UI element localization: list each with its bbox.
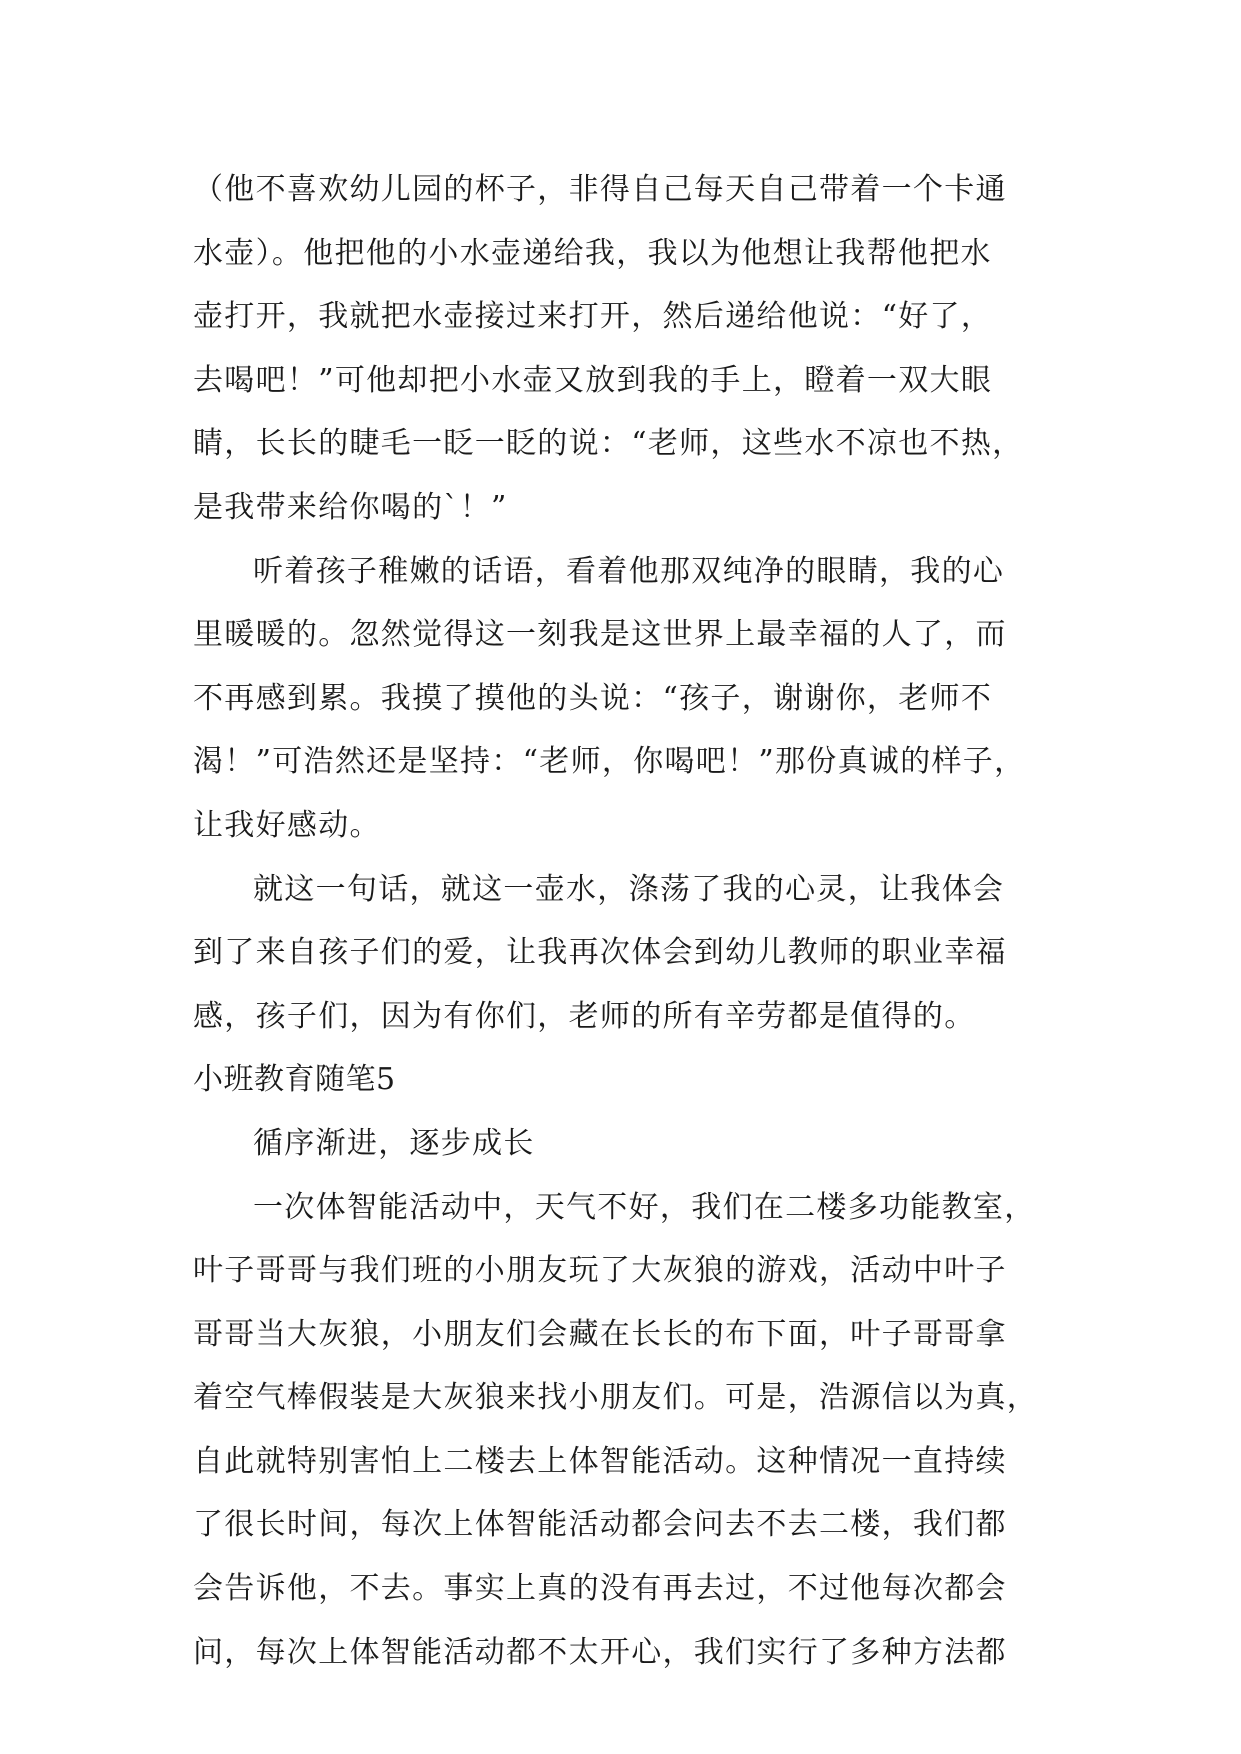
document-body — [193, 158, 1065, 1684]
paragraph-start-line: 听着孩子稚嫩的话语，看着他那双纯净的眼睛，我的心 — [253, 553, 1005, 589]
section-heading: 小班教育随笔5 — [193, 1062, 396, 1098]
paragraph-start-line: 一次体智能活动中，天气不好，我们在二楼多功能教室， — [253, 1189, 1036, 1225]
body-line: 问，每次上体智能活动都不太开心，我们实行了多种方法都 — [193, 1634, 1007, 1670]
section-subtitle: 循序渐进，逐步成长 — [253, 1125, 535, 1161]
body-line: （他不喜欢幼儿园的杯子，非得自己每天自己带着一个卡通 — [193, 172, 1007, 207]
body-line: 去喝吧！”可他却把小水壶又放到我的手上，瞪着一双大眼 — [193, 362, 993, 398]
body-line: 到了来自孩子们的爱，让我再次体会到幼儿教师的职业幸福 — [193, 935, 1007, 971]
paragraph-start-line: 就这一句话，就这一壶水，涤荡了我的心灵，让我体会 — [253, 871, 1005, 907]
body-line: 里暖暖的。忽然觉得这一刻我是这世界上最幸福的人了，而 — [193, 617, 1007, 653]
body-line: 叶子哥哥与我们班的小朋友玩了大灰狼的游戏，活动中叶子 — [193, 1253, 1007, 1289]
body-line: 会告诉他，不去。事实上真的没有再去过，不过他每次都会 — [193, 1571, 1007, 1607]
body-line: 感，孩子们，因为有你们，老师的所有辛劳都是值得的。 — [193, 998, 976, 1034]
body-line: 着空气棒假装是大灰狼来找小朋友们。可是，浩源信以为真， — [193, 1380, 1039, 1416]
body-line: 哥哥当大灰狼，小朋友们会藏在长长的布下面，叶子哥哥拿 — [193, 1316, 1007, 1352]
body-line: 渴！”可浩然还是坚持：“老师，你喝吧！”那份真诚的样子， — [193, 744, 1026, 780]
body-line: 水壶）。他把他的小水壶递给我，我以为他想让我帮他把水 — [193, 235, 992, 271]
body-line: 壶打开，我就把水壶接过来打开，然后递给他说：“好了， — [193, 299, 993, 335]
body-line: 睛，长长的睫毛一眨一眨的说：“老师，这些水不凉也不热， — [193, 426, 1024, 462]
body-line: 是我带来给你喝的`！” — [193, 489, 508, 525]
body-line: 不再感到累。我摸了摸他的头说：“孩子，谢谢你，老师不 — [193, 680, 993, 716]
body-line: 自此就特别害怕上二楼去上体智能活动。这种情况一直持续 — [193, 1443, 1007, 1479]
body-line: 让我好感动。 — [193, 807, 381, 843]
body-line: 了很长时间，每次上体智能活动都会问去不去二楼，我们都 — [193, 1507, 1007, 1543]
